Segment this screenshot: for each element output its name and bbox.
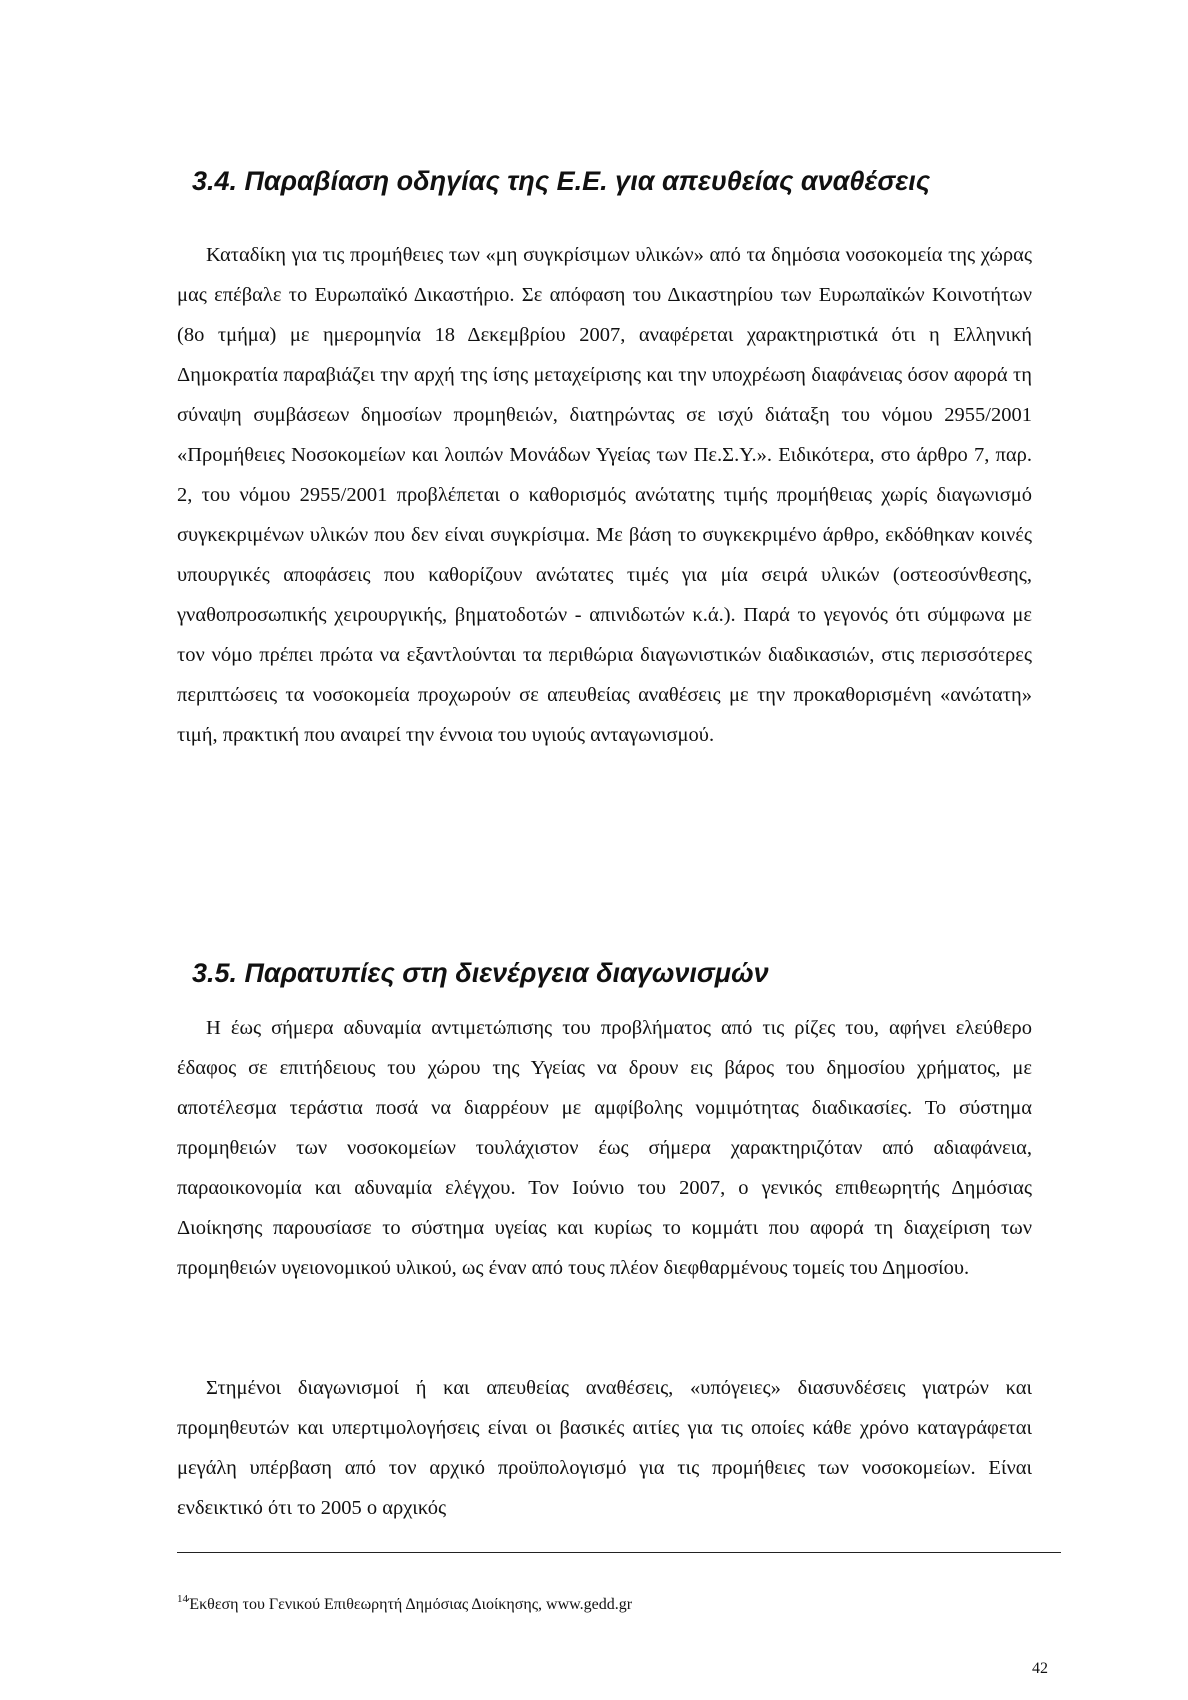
section-heading-3-5: 3.5. Παρατυπίες στη διενέργεια διαγωνισμών	[192, 958, 769, 988]
section-heading-3-4: 3.4. Παραβίαση οδηγίας της Ε.Ε. για απευθείας αναθέσεις	[192, 166, 931, 196]
footnote	[177, 1588, 1037, 1616]
footnote-text: Έκθεση του Γενικού Επιθεωρητή Δημόσιας Διοίκησης, www.gedd.gr	[188, 1596, 633, 1613]
footnote-marker: 14	[177, 1593, 188, 1605]
paragraph-3-4-1: Καταδίκη για τις προμήθειες των «μη συγκρίσιμων υλικών» από τα δημόσια νοσοκομεία της χώρας μας επέβαλε το Ευρωπαϊκό Δικαστήριο. Σε απόφαση του Δικαστηρίου των Ευρωπαϊκών Κοινοτήτων (8ο τμήμα) με ημερομηνία 18 Δεκεμβρίου 2007, αναφέρεται χαρακτηριστικά ότι η Ελληνική Δημοκρατία παραβιάζει την αρχή της ίσης μεταχείρισης και την υποχρέωση διαφάνειας όσον αφορά τη σύναψη συμβάσεων δημοσίων προμηθειών, διατηρώντας σε ισχύ διάταξη του νόμου 2955/2001 «Προμήθειες Νοσοκομείων και λοιπών Μονάδων Υγείας των Πε.Σ.Υ.». Ειδικότερα, στο άρθρο 7, παρ. 2, του νόμου 2955/2001 προβλέπεται ο καθορισμός ανώτατης τιμής προμήθειας χωρίς διαγωνισμό συγκεκριμένων υλικών που δεν είναι συγκρίσιμα. Με βάση το συγκεκριμένο άρθρο, εκδόθηκαν κοινές υπουργικές αποφάσεις που καθορίζουν ανώτατες τιμές για μία σειρά υλικών (οστεοσύνθεσης, γναθοπροσωπικής χειρουργικής, βηματοδοτών - απινιδωτών κ.ά.). Παρά το γεγονός ότι σύμφωνα με τον νόμο πρέπει πρώτα να εξαντλούνται τα περιθώρια διαγωνιστικών διαδικασιών, στις περισσότερες περιπτώσεις τα νοσοκομεία προχωρούν σε απευθείας αναθέσεις με την προκαθορισμένη «ανώτατη» τιμή, πρακτική που αναιρεί την έννοια του υγιούς ανταγωνισμού.	[177, 244, 1032, 746]
footnote-separator	[177, 1552, 1061, 1553]
page-number: 42	[1032, 1660, 1048, 1677]
paragraph-3-5-2: Στημένοι διαγωνισμοί ή και απευθείας αναθέσεις, «υπόγειες» διασυνδέσεις γιατρών και προμηθευτών και υπερτιμολογήσεις είναι οι βασικές αιτίες για τις οποίες κάθε χρόνο καταγράφεται μεγάλη υπέρβαση από τον αρχικό προϋπολογισμό για τις προμήθειες των νοσοκομείων. Είναι ενδεικτικό ότι το 2005 ο αρχικός	[177, 1377, 1032, 1519]
paragraph-3-5-1: Η έως σήμερα αδυναμία αντιμετώπισης του προβλήματος από τις ρίζες του, αφήνει ελεύθερο έδαφος σε επιτήδειους του χώρου της Υγείας να δρουν εις βάρος του δημοσίου χρήματος, με αποτέλεσμα τεράστια ποσά να διαρρέουν με αμφίβολης νομιμότητας διαδικασίες. Το σύστημα προμηθειών των νοσοκομείων τουλάχιστον έως σήμερα χαρακτηριζόταν από αδιαφάνεια, παραοικονομία και αδυναμία ελέγχου. Τον Ιούνιο του 2007, ο γενικός επιθεωρητής Δημόσιας Διοίκησης παρουσίασε το σύστημα υγείας και κυρίως το κομμάτι που αφορά τη διαχείριση των προμηθειών υγειονομικού υλικού, ως έναν από τους πλέον διεφθαρμένους τομείς του Δημοσίου.	[177, 1017, 1032, 1279]
